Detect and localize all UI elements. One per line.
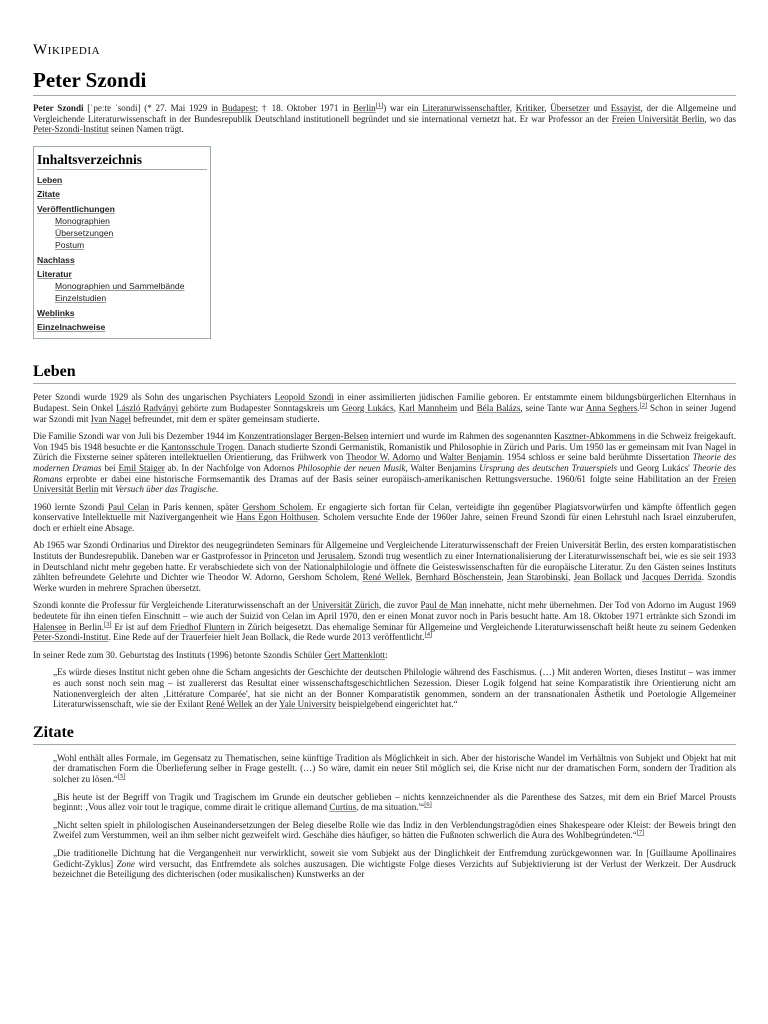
link-halensee[interactable]: Halensee (33, 621, 67, 632)
ref-3[interactable]: [3] (103, 620, 112, 628)
article-content (33, 42, 736, 887)
link-yale-university[interactable]: Yale University (279, 699, 336, 710)
link-universitaet-zuerich[interactable]: Universität Zürich (311, 600, 379, 611)
link-paul-celan[interactable]: Paul Celan (107, 501, 149, 512)
link-literaturwissenschaftler[interactable]: Literaturwissenschaftler (422, 103, 510, 113)
toc-item-postum[interactable]: Postum (55, 239, 85, 250)
toc-item-weblinks[interactable]: Weblinks (37, 307, 75, 318)
link-uebersetzer[interactable]: Übersetzer (550, 103, 590, 113)
toc-item-monographien[interactable]: Monographien (55, 215, 110, 226)
section-heading-leben: Leben (33, 363, 736, 384)
link-jacques-derrida[interactable]: Jacques Derrida (642, 572, 702, 583)
zitat-quote-4: „Die traditionelle Dichtung hat die Vergangenheit nur verwirklicht, soweit sie vom Subjekt aus der Dinglichkeit der Entfremdung zurückgewonnen war. In [Guillaume Apollinaires Gedicht-Zyklus] Zone wird versucht, das Entfremdete als solches auszusagen. Die wichtigste Folge dieses Verzichts auf Subjektivierung ist der Verlust der Werkzeit. Der Ausdruck bezeichnet die Beteiligung des dichterischen (oder musikalischen) Kunstwerks an der (53, 847, 737, 880)
link-gert-mattenklott[interactable]: Gert Mattenklott (324, 649, 386, 660)
toc-item-einzelstudien[interactable]: Einzelstudien (55, 293, 107, 304)
page-title: Peter Szondi (33, 68, 736, 96)
link-budapest[interactable]: Budapest (221, 103, 256, 113)
leben-paragraph-2: Die Familie Szondi war von Juli bis Dezember 1944 im Konzentrationslager Bergen-Belsen interniert und wurde im Rahmen des sogenannten Kasztner-Abkommens in die Schweiz freigekauft. Von 1945 bis 1948 besuchte er die Kantonsschule Trogen. Danach studierte Szondi Germanistik, Romanistik und Philosophie in Zürich und Paris. Um 1950 las er gemeinsam mit Ivan Nagel in Zürich die Fixsterne seiner späteren intellektuellen Orientierung, das Frühwerk von Theodor W. Adorno und Walter Benjamin. 1954 schloss er seine bald berühmte Dissertation Theorie des modernen Dramas bei Emil Staiger ab. In der Nachfolge von Adornos Philosophie der neuen Musik, Walter Benjamins Ursprung des deutschen Trauerspiels und Georg Lukács' Theorie des Romans erprobte er dabei eine historische Formsemantik des Dramas auf der Basis seiner europäisch-amerikanischen Rettungsversuche. 1960/61 folgte seine Habilitation an der Freien Universität Berlin mit Versuch über das Tragische. (33, 431, 736, 495)
link-rene-wellek[interactable]: René Wellek (362, 572, 410, 583)
link-karl-mannheim[interactable]: Karl Mannheim (398, 402, 458, 413)
link-leopold-szondi[interactable]: Leopold Szondi (274, 392, 334, 403)
link-peter-szondi-institut[interactable]: Peter-Szondi-Institut (33, 124, 109, 135)
toc-item-uebersetzungen[interactable]: Übersetzungen (55, 227, 114, 238)
link-theodor-adorno[interactable]: Theodor W. Adorno (346, 452, 421, 463)
link-laszlo-radvanyi[interactable]: László Radványi (116, 402, 179, 413)
link-gershom-scholem[interactable]: Gershom Scholem (242, 501, 312, 512)
link-curtius[interactable]: Curtius (329, 802, 357, 813)
ref-5[interactable]: [5] (117, 772, 126, 780)
link-kantonsschule-trogen[interactable]: Kantonsschule Trogen (161, 441, 243, 452)
link-ivan-nagel[interactable]: Ivan Nagel (90, 413, 131, 424)
link-essayist[interactable]: Essayist (610, 103, 641, 113)
zitat-quote-1: „Wohl enthält alles Formale, im Gegensatz zu Thematischen, seine künftige Tradition als Möglichkeit in sich. Aber der historische Wandel im Verhältnis von Subjekt und Objekt hat mit der dramatischen Form die Überlieferung selber in Frage gestellt. (…) So wäre, damit ein neuer Stil möglich sei, die Krise nicht nur der dramatischen Form, sondern der Tradition als solcher zu lösen.“[5] (53, 752, 736, 784)
link-jerusalem[interactable]: Jerusalem (317, 551, 354, 562)
toc-item-einzelnachweise[interactable]: Einzelnachweise (37, 322, 106, 333)
link-bernhard-boeschenstein[interactable]: Bernhard Böschenstein (415, 572, 502, 583)
leben-quote: „Es würde dieses Institut nicht geben ohne die Scham angesichts der Geschichte der deutschen Philologie während des Faschismus. (…) Mit anderen Worten, dieses Institut – was immer es auch sonst noch sein mag – ist zuallererst das Resultat einer wissenschaftsgeschichtlichen Sezession. Dieser Logik folgend hat seine Komparatistik ihre Orientierung nicht am Nationenvergleich der alten ‚Littérature Comparée', hat sie nicht an der Bonner Komparatistik genommen, sondern an der transnationalen Ästhetik und Poetologie Allgemeiner Literaturwissenschaft, wie sie der Exilant René Wellek an der Yale University beispielgebend eingerichtet hat.“ (53, 667, 736, 710)
link-freie-universitaet-berlin-2[interactable]: Freien Universität Berlin (33, 473, 736, 495)
link-rene-wellek-2[interactable]: René Wellek (206, 699, 253, 710)
link-kasztner-abkommen[interactable]: Kasztner-Abkommens (553, 431, 636, 442)
link-walter-benjamin[interactable]: Walter Benjamin (439, 452, 502, 463)
ref-1[interactable]: [1] (375, 101, 384, 109)
toc-title: Inhaltsverzeichnis (37, 152, 207, 170)
link-friedhof-fluntern[interactable]: Friedhof Fluntern (169, 621, 235, 632)
leben-paragraph-3: 1960 lernte Szondi Paul Celan in Paris kennen, später Gershom Scholem. Er engagierte sich fortan für Celan, verteidigte ihn gegenüber Plagiatsvorwürfen und kämpfte öffentlich gegen konservative Intellektuelle mit Nazivergangenheit wie Hans Egon Holthusen. Scholem versuchte Ende der 1960er Jahre, seinen Freund Szondi für einen Lehrstuhl nach Israel einzuberufen, doch er erhielt eine Absage. (33, 501, 737, 533)
zitat-quote-3: „Nicht selten spielt in philologischen Auseinandersetzungen der Beleg dieselbe Rolle wie das Indiz in den Verblendungstragödien eines Shakespeare oder Kleist: der Beweis bringt den Zweifel zum Verstummen, weil an ihm selber nicht gezweifelt wird. Geschähe dies häufiger, so hätten die Fußnoten schwerlich die Aura des Wohlbegründeten.“[7] (53, 819, 736, 841)
leben-paragraph-4: Ab 1965 war Szondi Ordinarius und Direktor des neugegründeten Seminars für Allgemeine und Vergleichende Literaturwissenschaft der Freien Universität Berlin, des ersten komparatistischen Instituts der Bundesrepublik. Daneben war er Gastprofessor in Princeton und Jerusalem. Szondi trug wesentlich zu einer Internationalisierung der Literaturwissenschaft bei, wie es sie seit 1933 in Deutschland nicht mehr gegeben hatte. Er verabschiedete sich von der Nationalphilologie und öffnete die Geisteswissenschaften für die europäische Literatur. Zu den Gästen seines Instituts zählten befreundete Gelehrte und Dichter wie Theodor W. Adorno, Gershom Scholem, René Wellek, Bernhard Böschenstein, Jean Starobinski, Jean Bollack und Jacques Derrida. Szondis Werke wurden in mehrere Sprachen übersetzt. (33, 540, 737, 593)
link-paul-de-man[interactable]: Paul de Man (420, 600, 467, 611)
toc-item-zitate[interactable]: Zitate (37, 189, 60, 200)
toc-item-monographien-und-sammelbaende[interactable]: Monographien und Sammelbände (55, 281, 185, 292)
ref-6[interactable]: [6] (424, 801, 432, 809)
toc-item-nachlass[interactable]: Nachlass (37, 254, 75, 265)
link-princeton[interactable]: Princeton (263, 551, 299, 562)
link-peter-szondi-institut-2[interactable]: Peter-Szondi-Institut (33, 632, 109, 643)
link-jean-starobinski[interactable]: Jean Starobinski (507, 572, 569, 583)
toc-item-veroeffentlichungen[interactable]: Veröffentlichungen (37, 203, 115, 214)
ref-2[interactable]: [2] (639, 401, 648, 409)
section-heading-zitate: Zitate (33, 724, 736, 745)
ref-4[interactable]: [4] (424, 631, 433, 639)
leben-paragraph-1: Peter Szondi wurde 1929 als Sohn des ungarischen Psychiaters Leopold Szondi in einer assimilierten jüdischen Familie geboren. Er entstammte einem bildungsbürgerlichen Elternhaus in Budapest. Sein Onkel László Radványi gehörte zum Budapester Sonntagskreis um Georg Lukács, Karl Mannheim und Béla Balázs, seine Tante war Anna Seghers.[2] Schon in seiner Jugend war Szondi mit Ivan Nagel befreundet, mit dem er später gemeinsam studierte. (33, 392, 736, 424)
link-bergen-belsen[interactable]: Konzentrationslager Bergen-Belsen (238, 431, 369, 442)
ref-7[interactable]: [7] (636, 829, 645, 837)
leben-paragraph-5: Szondi konnte die Professur für Vergleichende Literaturwissenschaft an der Universität Zürich, die zuvor Paul de Man innehatte, nicht mehr übernehmen. Der Tod von Adorno im August 1969 bedeutete für ihn einen tiefen Einschnitt – wie auch der Suizid von Celan im April 1970, den er einen Monat zuvor noch in Paris besucht hatte. Am 18. Oktober 1971 ertränkte sich Szondi im Halensee in Berlin.[3] Er ist auf dem Friedhof Fluntern in Zürich beigesetzt. Das ehemalige Seminar für Allgemeine und Vergleichende Literaturwissenschaft heißt heute zu seinem Gedenken Peter-Szondi-Institut. Eine Rede auf der Trauerfeier hielt Jean Bollack, die Rede wurde 2013 veröffentlicht.[4] (33, 600, 737, 643)
link-bela-balazs[interactable]: Béla Balázs (476, 402, 521, 413)
link-georg-lukacs[interactable]: Georg Lukács (341, 402, 394, 413)
link-jean-bollack[interactable]: Jean Bollack (573, 572, 622, 583)
link-berlin[interactable]: Berlin (352, 103, 376, 113)
link-kritiker[interactable]: Kritiker (515, 103, 545, 113)
toc-item-leben[interactable]: Leben (37, 174, 63, 185)
link-freie-universitaet-berlin[interactable]: Freien Universität Berlin (611, 113, 705, 124)
link-emil-staiger[interactable]: Emil Staiger (118, 462, 165, 473)
lead-paragraph: Peter Szondi [ˈpeːtɐ ˈsondi] (* 27. Mai 1929 in Budapest; † 18. Oktober 1971 in Berlin[1]) war ein Literaturwissenschaftler, Kritiker, Übersetzer und Essayist, der die Allgemeine und Vergleichende Literaturwissenschaft in der Bundesrepublik Deutschland institutionell begründet und sie international vernetzt hat. Er war Professor an der Freien Universität Berlin, wo das Peter-Szondi-Institut seinen Namen trägt. (33, 101, 737, 135)
table-of-contents (33, 146, 211, 340)
link-hans-egon-holthusen[interactable]: Hans Egon Holthusen (236, 512, 318, 523)
link-anna-seghers[interactable]: Anna Seghers (585, 402, 638, 413)
zitat-quote-2: „Bis heute ist der Begriff von Tragik und Tragischem im Grunde ein deutscher geblieben – nichts kennzeichnender als die Parenthese des Satzes, mit dem ein Brief Marcel Prousts beginnt: ‚Vous allez voir tout le tragique, comme dirait le critique allemand Curtius, de ma situation.'“[6] (53, 791, 736, 813)
wikipedia-logo[interactable]: WIKIPEDIA (33, 42, 101, 58)
toc-item-literatur[interactable]: Literatur (37, 269, 72, 280)
leben-paragraph-6: In seiner Rede zum 30. Geburtstag des Instituts (1996) betonte Szondis Schüler Gert Mattenklott: (33, 649, 388, 660)
